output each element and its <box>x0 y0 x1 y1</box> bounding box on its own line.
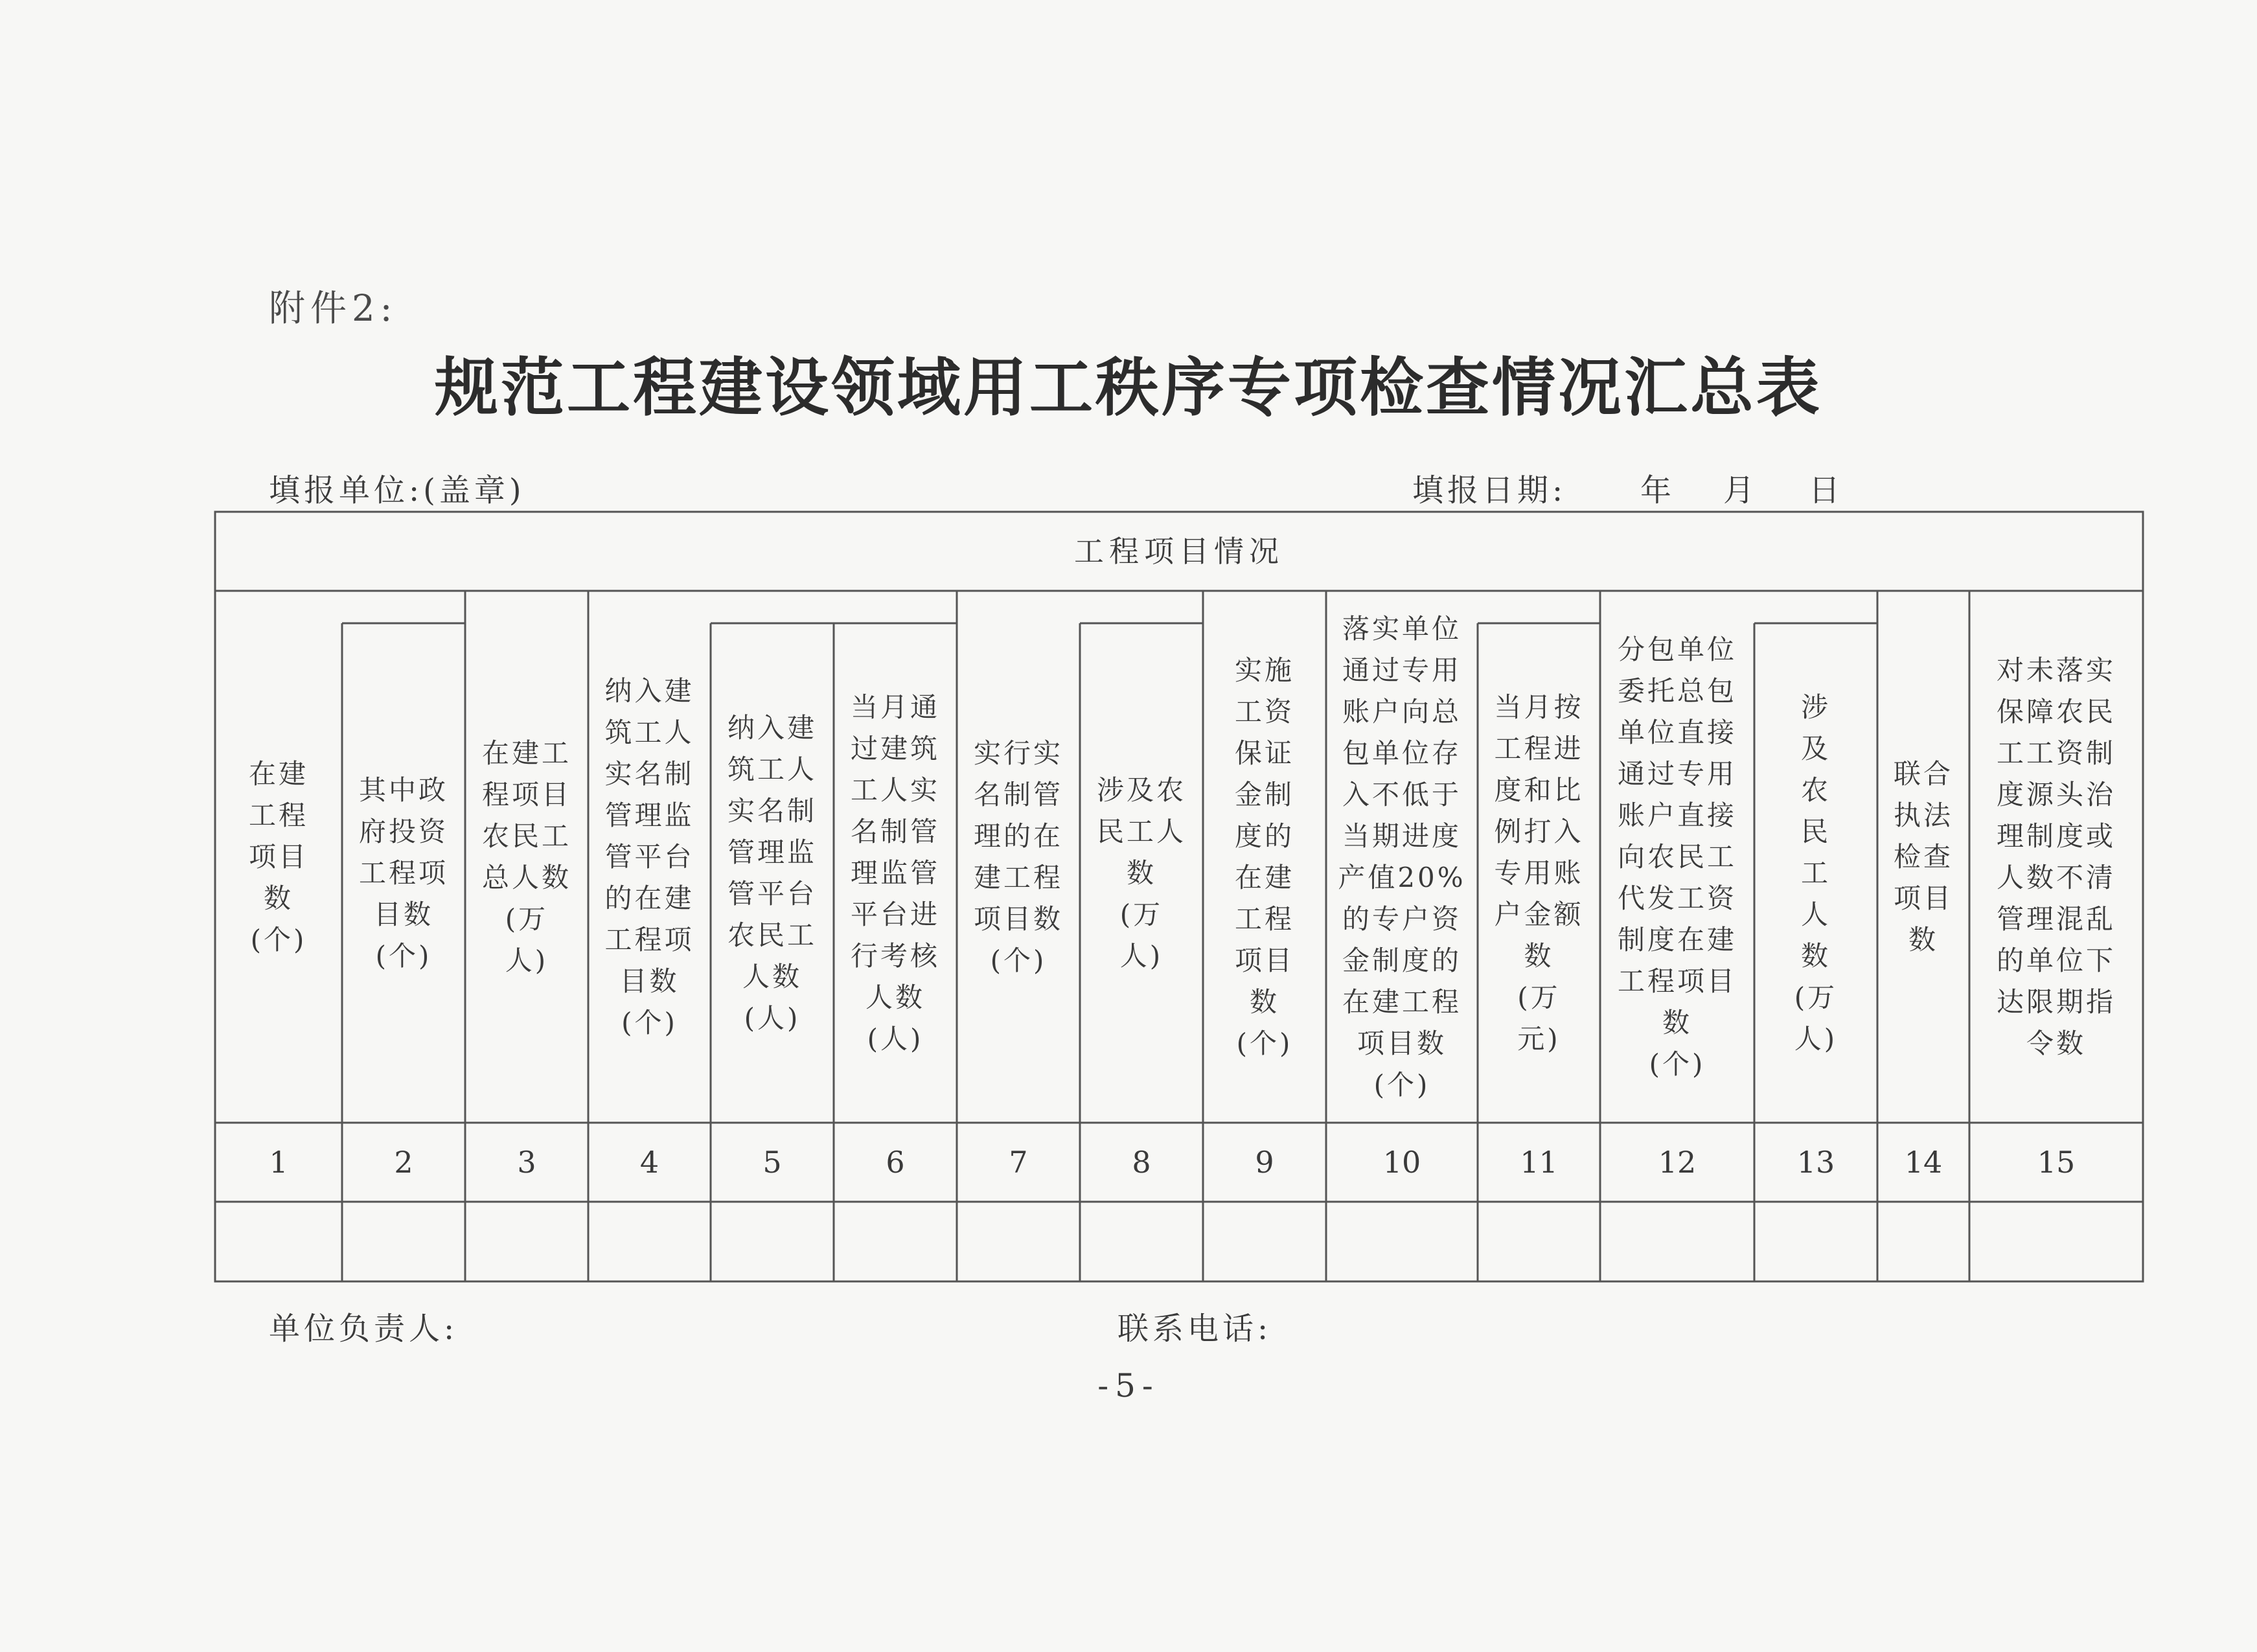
column-header-13: 涉 及 农 民 工 人 数 (万 人) <box>1794 691 1838 1055</box>
column-number-14: 14 <box>1904 1145 1943 1180</box>
data-cell-9[interactable] <box>1203 1202 1326 1281</box>
column-header-5: 纳入建 筑工人 实名制 管理监 管平台 农民工 人数 (人) <box>727 711 817 1034</box>
column-header-14: 联合 执法 检查 项目 数 <box>1893 757 1953 956</box>
page-title: 规范工程建设领域用工秩序专项检查情况汇总表 <box>434 350 1822 425</box>
column-number-11: 11 <box>1520 1145 1558 1180</box>
column-header-1: 在建 工程 项目 数 (个) <box>248 757 308 956</box>
fill-date-label: 填报日期: <box>1412 472 1567 509</box>
column-number-9: 9 <box>1255 1145 1274 1180</box>
data-cell-3[interactable] <box>465 1202 588 1281</box>
column-number-15: 15 <box>2037 1145 2076 1180</box>
column-number-13: 13 <box>1796 1145 1835 1180</box>
column-header-12: 分包单位 委托总包 单位直接 通过专用 账户直接 向农民工 代发工资 制度在建 工程项目 数 (个) <box>1617 633 1737 1080</box>
column-number-7: 7 <box>1009 1145 1028 1180</box>
column-header-8: 涉及农 民工人 数 (万 人) <box>1096 774 1186 972</box>
date-year-label: 年 <box>1640 472 1672 509</box>
column-header-3: 在建工 程项目 农民工 总人数 (万 人) <box>481 737 571 976</box>
data-cell-12[interactable] <box>1600 1202 1754 1281</box>
column-header-10: 落实单位 通过专用 账户向总 包单位存 入不低于 当期进度 产值20% 的专户资 金制度的 在建工程 项目数 (个) <box>1338 612 1466 1101</box>
column-header-2: 其中政 府投资 工程项 目数 (个) <box>358 774 448 972</box>
column-number-8: 8 <box>1132 1145 1151 1180</box>
column-header-7: 实行实 名制管 理的在 建工程 项目数 (个) <box>973 737 1063 976</box>
data-cell-6[interactable] <box>834 1202 957 1281</box>
data-cell-13[interactable] <box>1754 1202 1877 1281</box>
column-number-10: 10 <box>1382 1145 1421 1180</box>
data-cell-2[interactable] <box>342 1202 465 1281</box>
attachment-label: 附件2: <box>269 288 398 330</box>
contact-phone-label: 联系电话: <box>1117 1311 1272 1347</box>
data-cell-10[interactable] <box>1326 1202 1478 1281</box>
data-cell-4[interactable] <box>588 1202 711 1281</box>
column-number-4: 4 <box>639 1145 659 1180</box>
column-number-3: 3 <box>517 1145 536 1180</box>
column-header-6: 当月通 过建筑 工人实 名制管 理监管 平台进 行考核 人数 (人) <box>850 691 940 1055</box>
data-cell-8[interactable] <box>1080 1202 1203 1281</box>
table-group-header: 工程项目情况 <box>1074 534 1284 569</box>
column-header-4: 纳入建 筑工人 实名制 管理监 管平台 的在建 工程项 目数 (个) <box>604 674 694 1038</box>
column-number-12: 12 <box>1658 1145 1697 1180</box>
column-number-5: 5 <box>762 1145 782 1180</box>
column-header-15: 对未落实 保障农民 工工资制 度源头治 理制度或 人数不清 管理混乱 的单位下 达限期指 令数 <box>1996 654 2116 1059</box>
column-header-9: 实施 工资 保证 金制 度的 在建 工程 项目 数 (个) <box>1234 654 1294 1059</box>
column-number-2: 2 <box>394 1145 413 1180</box>
column-number-1: 1 <box>269 1145 288 1180</box>
column-header-11: 当月按 工程进 度和比 例打入 专用账 户金额 数 (万 元) <box>1494 691 1584 1055</box>
date-month-label: 月 <box>1723 472 1755 509</box>
data-cell-11[interactable] <box>1478 1202 1600 1281</box>
responsible-person-label: 单位负责人: <box>269 1311 459 1347</box>
data-cell-5[interactable] <box>711 1202 834 1281</box>
data-cell-15[interactable] <box>1969 1202 2143 1281</box>
column-number-6: 6 <box>886 1145 905 1180</box>
date-day-label: 日 <box>1809 472 1840 509</box>
data-cell-7[interactable] <box>957 1202 1080 1281</box>
fill-unit-label: 填报单位:(盖章) <box>269 472 525 509</box>
data-cell-14[interactable] <box>1877 1202 1969 1281</box>
data-cell-1[interactable] <box>215 1202 342 1281</box>
page-number: -5- <box>1097 1367 1160 1405</box>
